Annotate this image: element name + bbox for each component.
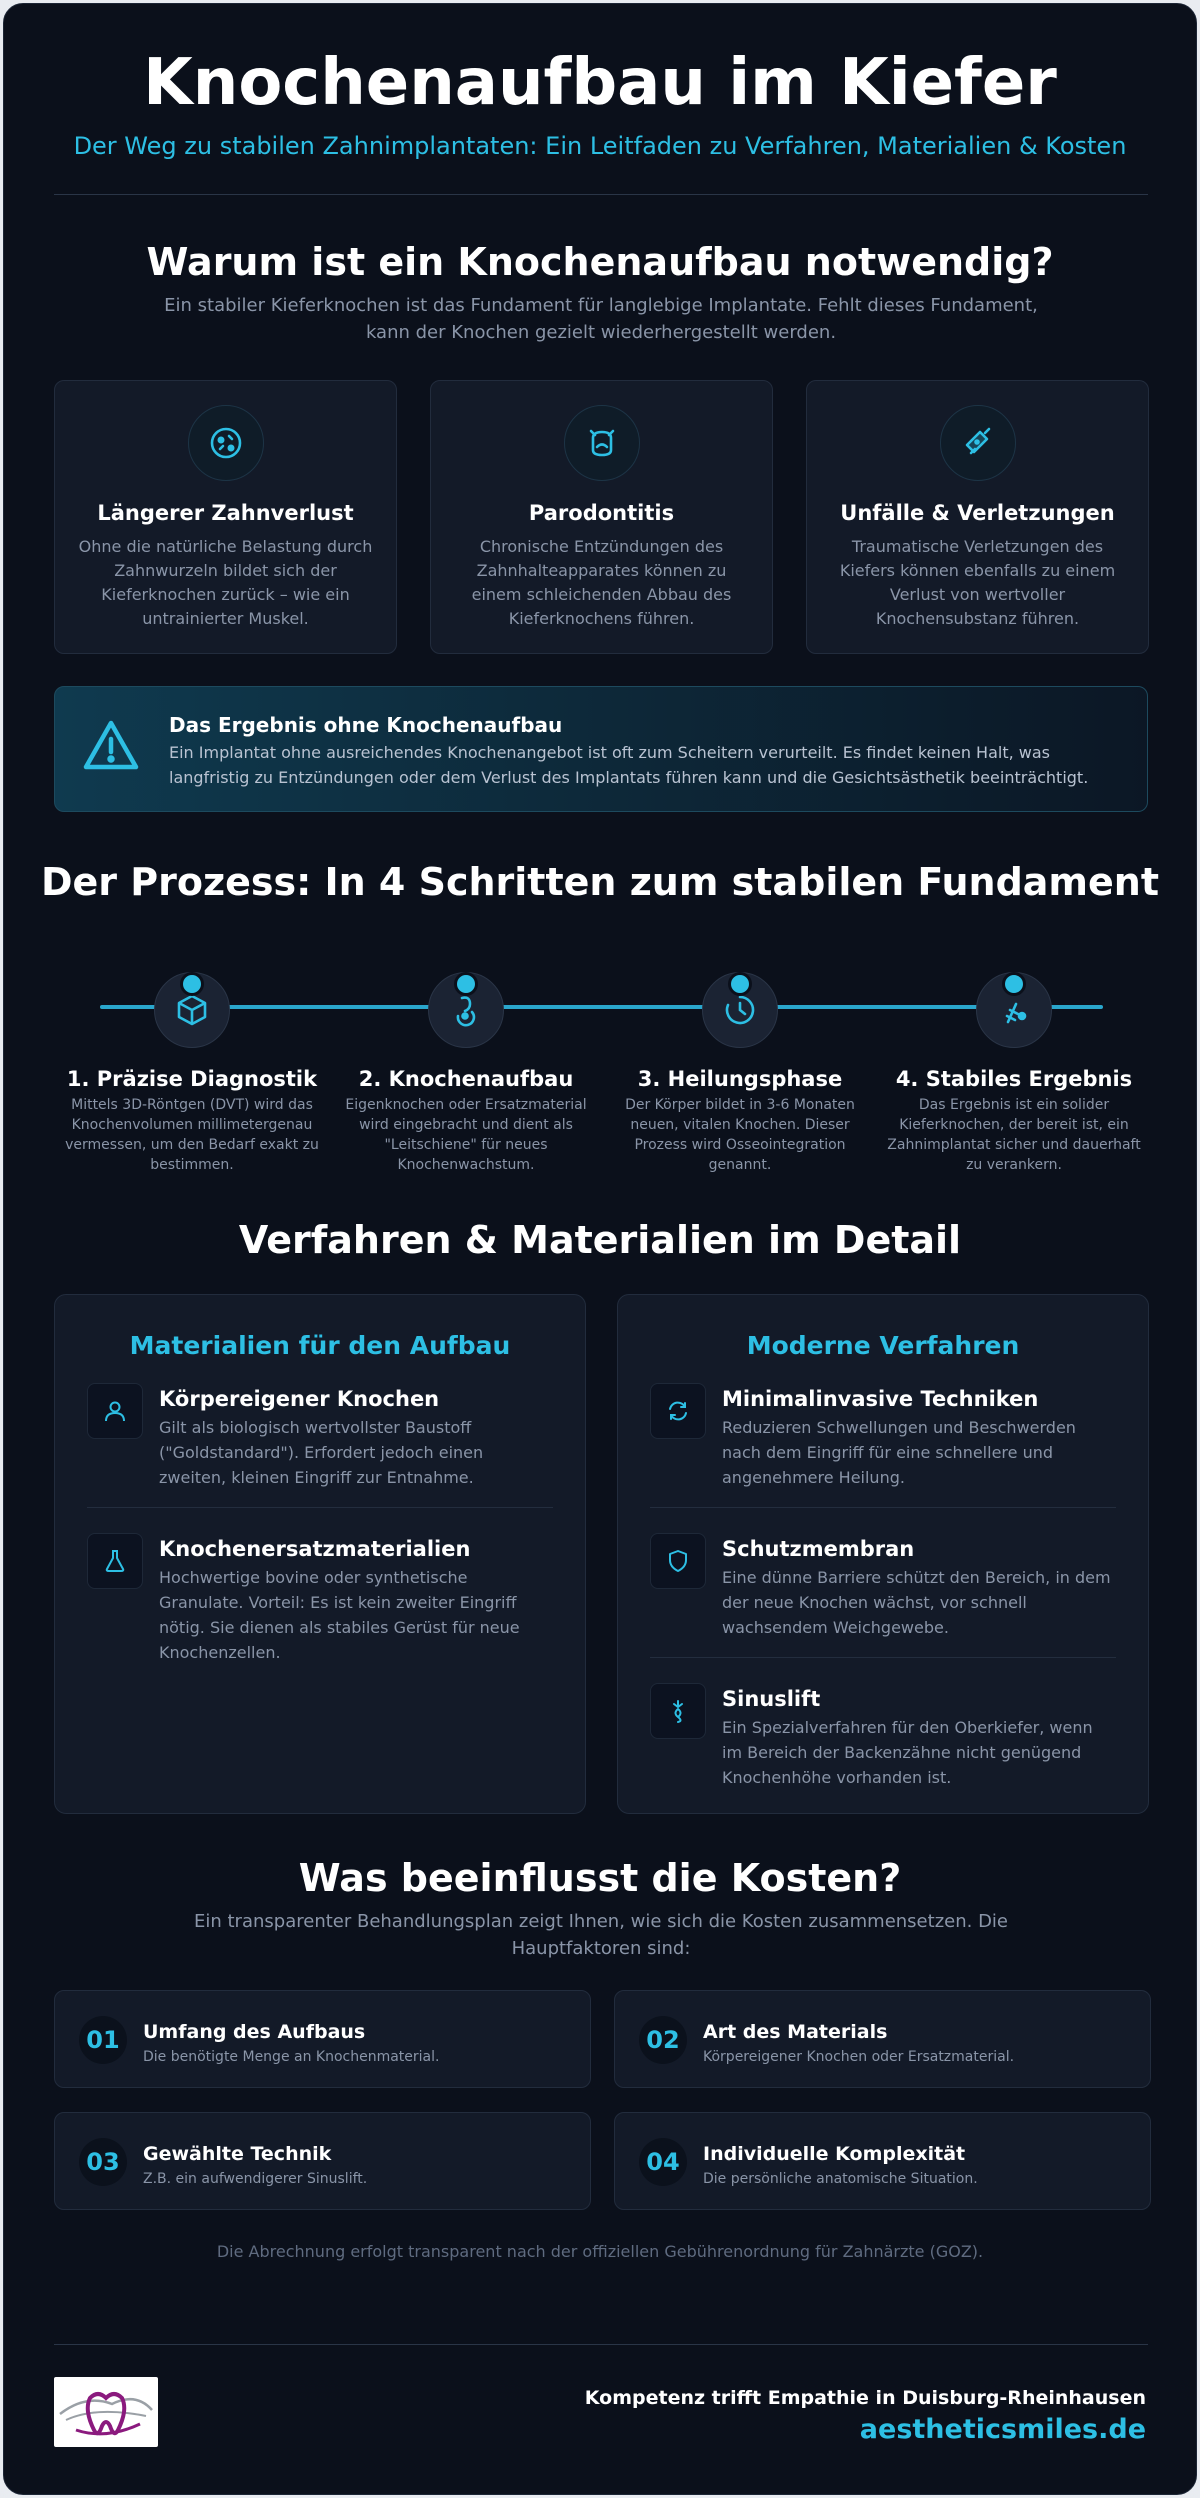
methods-panel bbox=[617, 1294, 1149, 1814]
materials-title: Materialien für den Aufbau bbox=[129, 1331, 511, 1360]
step-marker bbox=[728, 972, 752, 996]
item-title: Sinuslift bbox=[722, 1687, 821, 1711]
cost-factor-scope bbox=[54, 1990, 591, 2088]
item-title: Knochenersatzmaterialien bbox=[159, 1537, 471, 1561]
materials-panel bbox=[54, 1294, 586, 1814]
step-title-knochenaufbau: 2. Knochenaufbau bbox=[358, 1067, 574, 1091]
factor-number: 02 bbox=[639, 2016, 687, 2064]
warning-triangle-icon bbox=[81, 717, 141, 777]
item-text: Eine dünne Barriere schützt den Bereich, in dem der neue Knochen wächst, vor schnell wachsendem Weichgewebe. bbox=[722, 1568, 1111, 1637]
tooth-loss-icon bbox=[188, 405, 264, 481]
reason-card-parodontitis bbox=[430, 380, 773, 654]
reason-title: Unfälle & Verletzungen bbox=[840, 501, 1115, 525]
costs-heading: Was beeinflusst die Kosten? bbox=[298, 1856, 902, 1900]
item-title: Minimalinvasive Techniken bbox=[722, 1387, 1039, 1411]
item-text: Reduzieren Schwellungen und Beschwerden nach dem Eingriff für eine schnellere und angenehmere Heilung. bbox=[722, 1418, 1076, 1487]
factor-title: Umfang des Aufbaus bbox=[143, 2021, 366, 2043]
page-subtitle: Der Weg zu stabilen Zahnimplantaten: Ein Leitfaden zu Verfahren, Materialien & Kosten bbox=[73, 132, 1127, 160]
warning-title: Das Ergebnis ohne Knochenaufbau bbox=[169, 713, 563, 737]
page-title: Knochenaufbau im Kiefer bbox=[143, 46, 1057, 120]
process-timeline bbox=[100, 1005, 1103, 1009]
step-title-heilung: 3. Heilungsphase bbox=[637, 1067, 843, 1091]
factor-text: Z.B. ein aufwendigerer Sinuslift. bbox=[143, 2171, 368, 2187]
step-title-ergebnis: 4. Stabiles Ergebnis bbox=[895, 1067, 1133, 1091]
flask-icon bbox=[87, 1533, 143, 1589]
shield-icon bbox=[650, 1533, 706, 1589]
cost-factor-material bbox=[614, 1990, 1151, 2088]
step-text-knochenaufbau: Eigenknochen oder Ersatzmaterial wird eingebracht und dient als "Leitschiene" für neues Knochenwachstum. bbox=[345, 1097, 587, 1173]
reason-text: Chronische Entzündungen des Zahnhalteapparates können zu einem schleichenden Abbau des Kieferknochens führen. bbox=[471, 537, 732, 628]
person-icon bbox=[87, 1383, 143, 1439]
step-text-diagnostik: Mittels 3D-Röntgen (DVT) wird das Knochenvolumen millimetergenau vermessen, um den Bedarf exakt zu bestimmen. bbox=[65, 1097, 319, 1173]
reason-card-tooth-loss bbox=[54, 380, 397, 654]
item-text: Ein Spezialverfahren für den Oberkiefer, wenn im Bereich der Backenzähne nicht genügend Knochenhöhe vorhanden ist. bbox=[722, 1718, 1093, 1787]
step-marker bbox=[1002, 972, 1026, 996]
why-lead: Ein stabiler Kieferknochen ist das Fundament für langlebige Implantate. Fehlt dieses Fundament, kann der Knochen gezielt wiederhergestellt werden. bbox=[164, 295, 1038, 343]
reason-card-accidents bbox=[806, 380, 1149, 654]
footer-website-link[interactable]: aestheticsmiles.de bbox=[859, 2414, 1146, 2445]
step-text-ergebnis: Das Ergebnis ist ein solider Kieferknochen, der bereit ist, ein Zahnimplantat sicher und dauerhaft zu verankern. bbox=[887, 1097, 1141, 1173]
factor-text: Die persönliche anatomische Situation. bbox=[703, 2171, 978, 2187]
bandage-icon bbox=[940, 405, 1016, 481]
step-text-heilung: Der Körper bildet in 3-6 Monaten neuen, vitalen Knochen. Dieser Prozess wird Osseointegration genannt. bbox=[625, 1097, 855, 1173]
step-marker bbox=[454, 972, 478, 996]
factor-title: Gewählte Technik bbox=[143, 2143, 332, 2165]
item-title: Schutzmembran bbox=[722, 1537, 915, 1561]
factor-number: 03 bbox=[79, 2138, 127, 2186]
factor-text: Die benötigte Menge an Knochenmaterial. bbox=[143, 2049, 440, 2065]
item-title: Körpereigener Knochen bbox=[159, 1387, 440, 1411]
costs-lead: Ein transparenter Behandlungsplan zeigt Ihnen, wie sich die Kosten zusammensetzen. Die Hauptfaktoren sind: bbox=[194, 1911, 1008, 1959]
factor-title: Individuelle Komplexität bbox=[703, 2143, 966, 2165]
reason-title: Längerer Zahnverlust bbox=[97, 501, 354, 525]
reason-text: Traumatische Verletzungen des Kiefers können ebenfalls zu einem Verlust von wertvoller Knochensubstanz führen. bbox=[839, 537, 1116, 628]
item-divider bbox=[650, 1507, 1116, 1508]
factor-number: 04 bbox=[639, 2138, 687, 2186]
item-divider bbox=[87, 1507, 553, 1508]
footer-tagline: Kompetenz trifft Empathie in Duisburg-Rheinhausen bbox=[584, 2387, 1146, 2409]
factor-text: Körpereigener Knochen oder Ersatzmaterial. bbox=[703, 2049, 1015, 2065]
infographic-page bbox=[3, 3, 1197, 2495]
billing-note: Die Abrechnung erfolgt transparent nach der offiziellen Gebührenordnung für Zahnärzte (GOZ). bbox=[216, 2242, 984, 2261]
factor-number: 01 bbox=[79, 2016, 127, 2064]
process-heading: Der Prozess: In 4 Schritten zum stabilen Fundament bbox=[40, 860, 1160, 904]
step-marker bbox=[180, 972, 204, 996]
step-title-diagnostik: 1. Präzise Diagnostik bbox=[66, 1067, 318, 1091]
inflammation-icon bbox=[564, 405, 640, 481]
reason-text: Ohne die natürliche Belastung durch Zahnwurzeln bildet sich der Kieferknochen zurück – wie ein untrainierter Muskel. bbox=[78, 537, 373, 628]
footer-divider bbox=[54, 2344, 1148, 2345]
factor-title: Art des Materials bbox=[703, 2021, 888, 2043]
cost-factor-technique bbox=[54, 2112, 591, 2210]
cost-factor-complexity bbox=[614, 2112, 1151, 2210]
methods-title: Moderne Verfahren bbox=[746, 1331, 1020, 1360]
item-divider bbox=[650, 1657, 1116, 1658]
reason-title: Parodontitis bbox=[528, 501, 675, 525]
sinus-lift-icon bbox=[650, 1683, 706, 1739]
why-heading: Warum ist ein Knochenaufbau notwendig? bbox=[146, 240, 1054, 284]
refresh-icon bbox=[650, 1383, 706, 1439]
warning-box bbox=[54, 686, 1148, 812]
item-text: Hochwertige bovine oder synthetische Granulate. Vorteil: Es ist kein zweiter Eingriff nötig. Sie dienen als stabiles Gerüst für neue Knochenzellen. bbox=[159, 1568, 520, 1662]
tooth-logo[interactable] bbox=[54, 2377, 158, 2447]
item-text: Gilt als biologisch wertvollster Baustoff ("Goldstandard"). Erfordert jedoch einen zweiten, kleinen Eingriff zur Entnahme. bbox=[159, 1418, 484, 1487]
header-divider bbox=[54, 194, 1148, 195]
warning-text: Ein Implantat ohne ausreichendes Knochenangebot ist oft zum Scheitern verurteilt. Es findet keinen Halt, was langfristig zu Entzündungen oder dem Verlust des Implantats führen kann und die Gesichtsästhetik beeinträchtigt. bbox=[169, 743, 1089, 787]
details-heading: Verfahren & Materialien im Detail bbox=[238, 1218, 962, 1262]
